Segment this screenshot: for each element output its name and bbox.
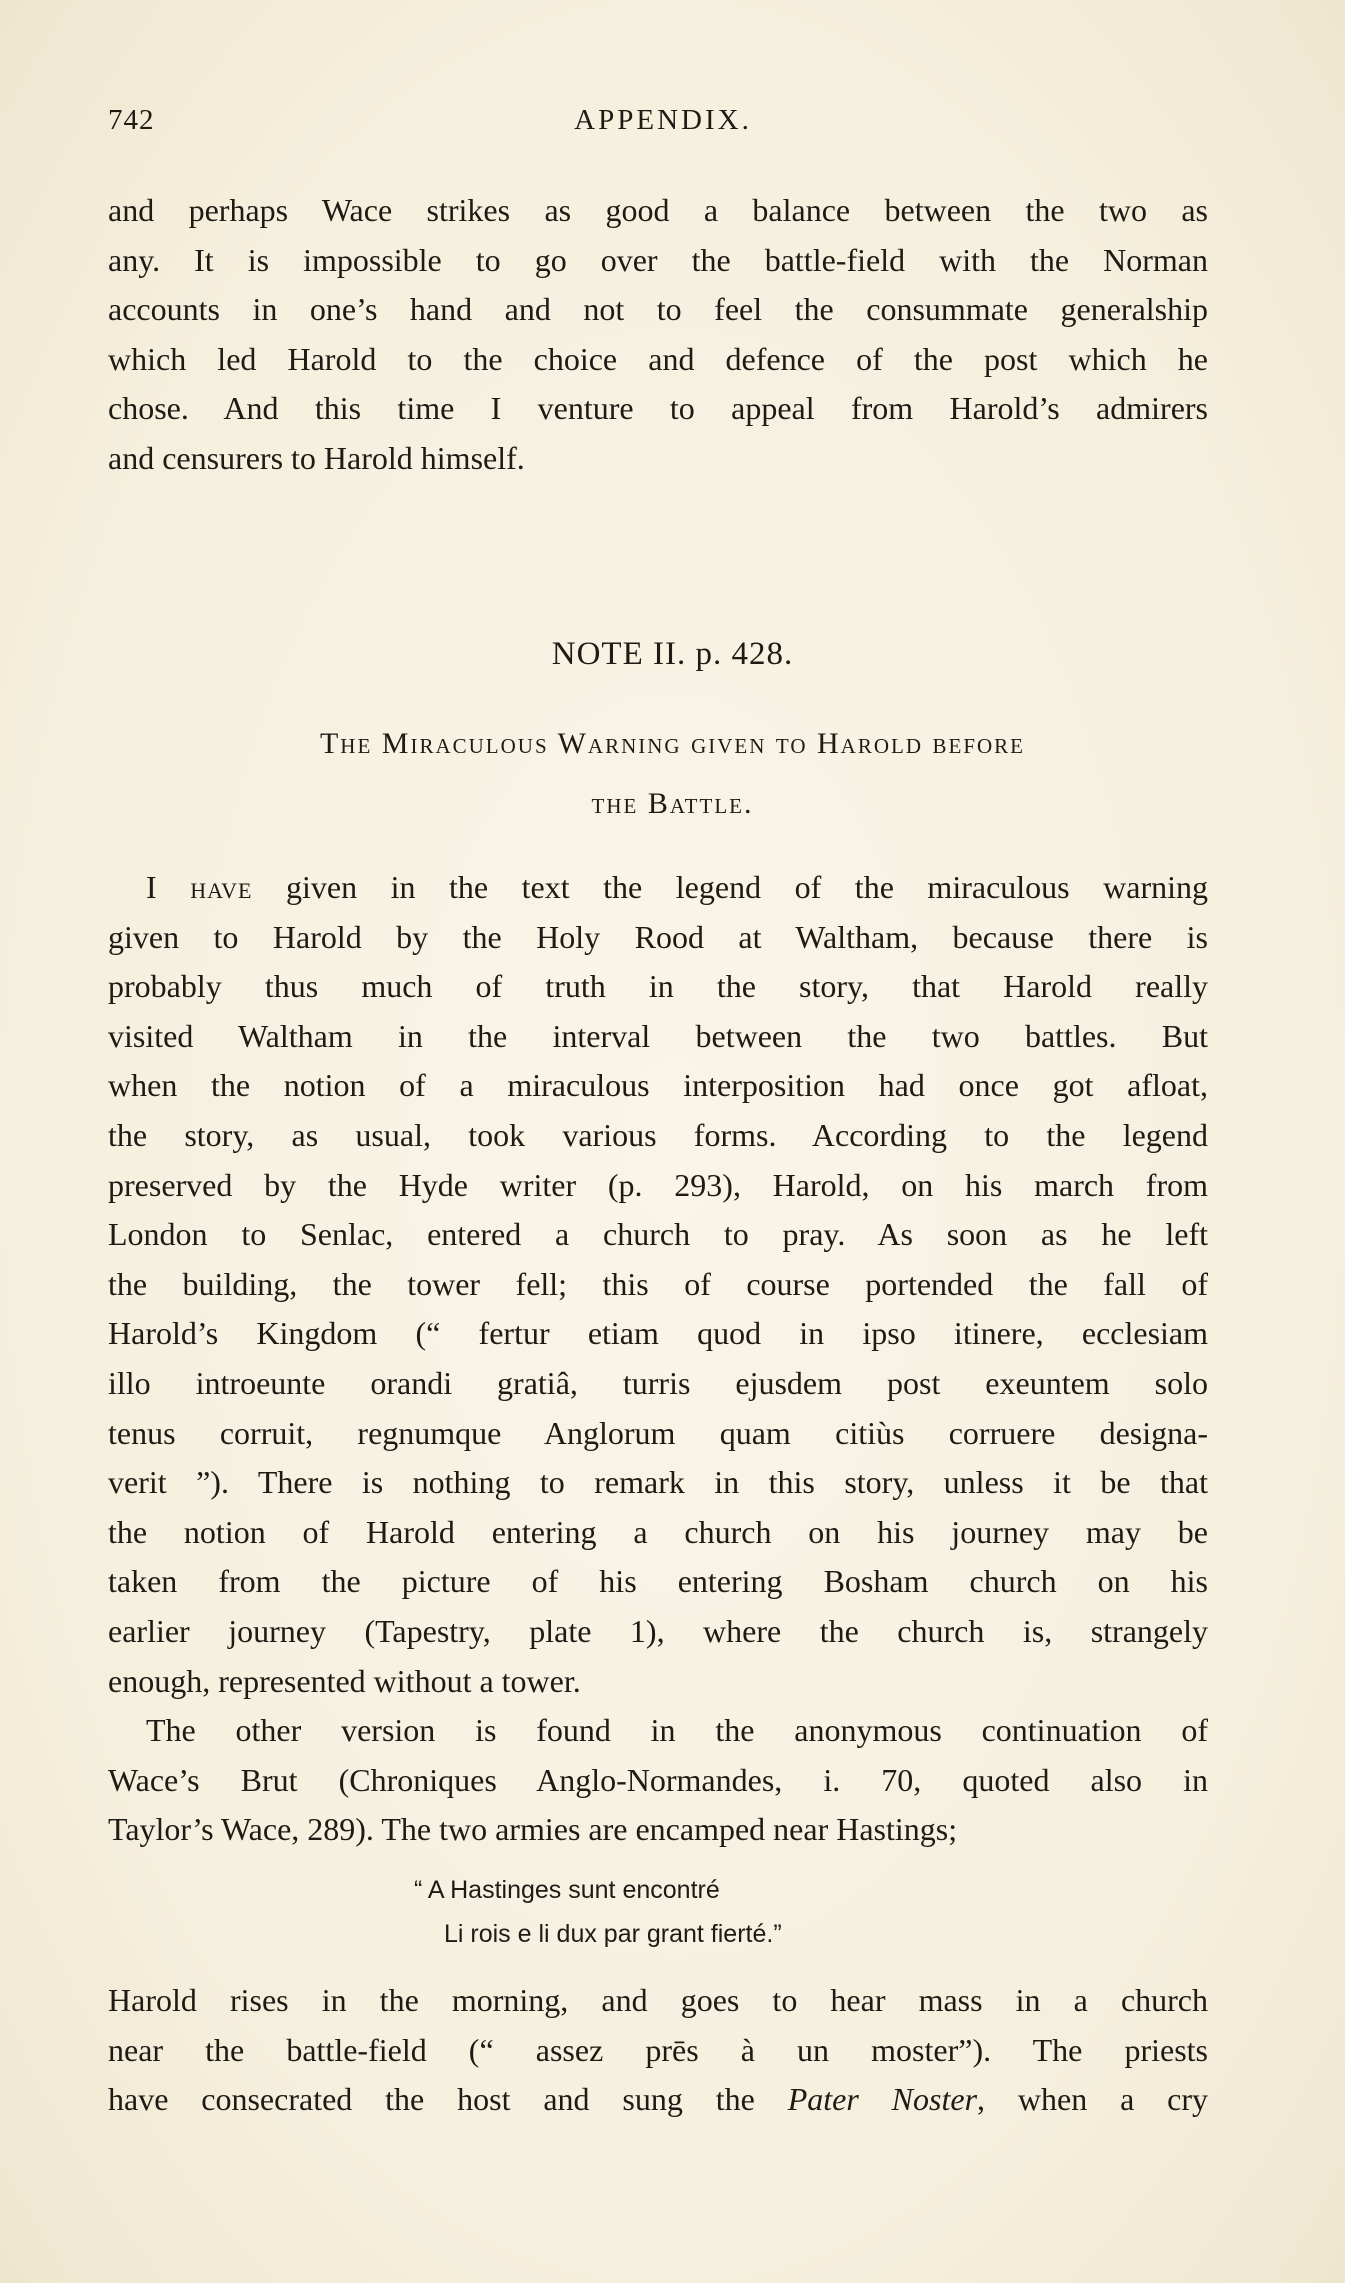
text-line: the building, the tower fell; this of course portended the fall of (108, 1265, 1208, 1302)
text-line: and censurers to Harold himself. (108, 439, 525, 476)
page-number: 742 (108, 104, 155, 136)
text-line: preserved by the Hyde writer (p. 293), Harold, on his march from (108, 1166, 1208, 1203)
text-line: when the notion of a miraculous interposition had once got afloat, (108, 1067, 1208, 1104)
running-head: APPENDIX. (574, 104, 752, 136)
note-heading: NOTE II. p. 428. (551, 636, 794, 672)
note-title (150, 714, 1195, 834)
paragraph-1 (108, 863, 1208, 1706)
lead-word: I (146, 869, 157, 905)
text-line: which led Harold to the choice and defence of the post which he (108, 340, 1208, 377)
text-line-first (108, 863, 1208, 913)
text-line: the notion of Harold entering a church on his journey may be (108, 1513, 1208, 1550)
text-line: near the battle-field (“ assez prēs à un moster”). The priests (108, 2031, 1208, 2068)
text-line: London to Senlac, entered a church to pray. As soon as he left (108, 1216, 1208, 1253)
text-after-italic: , when a cry (977, 2081, 1208, 2118)
text-line: tenus corruit, regnumque Anglorum quam citiùs corruere designa- (108, 1414, 1208, 1451)
italic-title: Pater Noster (787, 2081, 978, 2118)
verse-quote (0, 1868, 1345, 1956)
text-line: visited Waltham in the interval between the two battles. But (108, 1017, 1208, 1054)
lead-small-caps: have (190, 869, 253, 905)
page-header (108, 104, 1218, 144)
text-line: Harold rises in the morning, and goes to hear mass in a church (108, 1982, 1208, 2018)
text-line: taken from the picture of his entering Bosham church on his (108, 1563, 1208, 1600)
paragraph-3 (108, 1976, 1208, 2125)
first-line-rest: given in the text the legend of the miraculous warning (252, 869, 1208, 905)
text-line: chose. And this time I venture to appeal from Harold’s admirers (108, 390, 1208, 427)
text-line-last (108, 2075, 1208, 2125)
paragraph-2 (108, 1706, 1208, 1855)
note-title-line-1: The Miraculous Warning given to Harold before (319, 727, 1026, 760)
text-before-italic: have consecrated the host and sung the (108, 2081, 788, 2118)
text-line: verit ”). There is nothing to remark in this story, unless it be that (108, 1464, 1208, 1501)
text-line: Taylor’s Wace, 289). The two armies are encamped near Hastings; (108, 1811, 958, 1848)
text-line: The other version is found in the anonymous continuation of (146, 1712, 1208, 1748)
verse-line-1: “ A Hastinges sunt encontré (414, 1876, 720, 1904)
text-line: illo introeunte orandi gratiâ, turris ejusdem post exeuntem solo (108, 1364, 1208, 1401)
text-line: given to Harold by the Holy Rood at Waltham, because there is (108, 918, 1208, 955)
intro-paragraph (108, 186, 1208, 484)
text-line: enough, represented without a tower. (108, 1662, 581, 1699)
text-line: accounts in one’s hand and not to feel the consummate generalship (108, 291, 1208, 328)
verse-line-2: Li rois e li dux par grant fierté.” (444, 1920, 782, 1948)
text-line: Harold’s Kingdom (“ fertur etiam quod in ipso itinere, ecclesiam (108, 1315, 1208, 1352)
text-line: and perhaps Wace strikes as good a balance between the two as (108, 192, 1208, 228)
note-title-line-2: the Battle. (591, 787, 754, 820)
text-line: earlier journey (Tapestry, plate 1), where the church is, strangely (108, 1612, 1208, 1649)
text-line: the story, as usual, took various forms. According to the legend (108, 1116, 1208, 1153)
text-line: Wace’s Brut (Chroniques Anglo-Normandes, i. 70, quoted also in (108, 1761, 1208, 1798)
text-line: any. It is impossible to go over the battle-field with the Norman (108, 241, 1208, 278)
text-line: probably thus much of truth in the story, that Harold really (108, 968, 1208, 1005)
